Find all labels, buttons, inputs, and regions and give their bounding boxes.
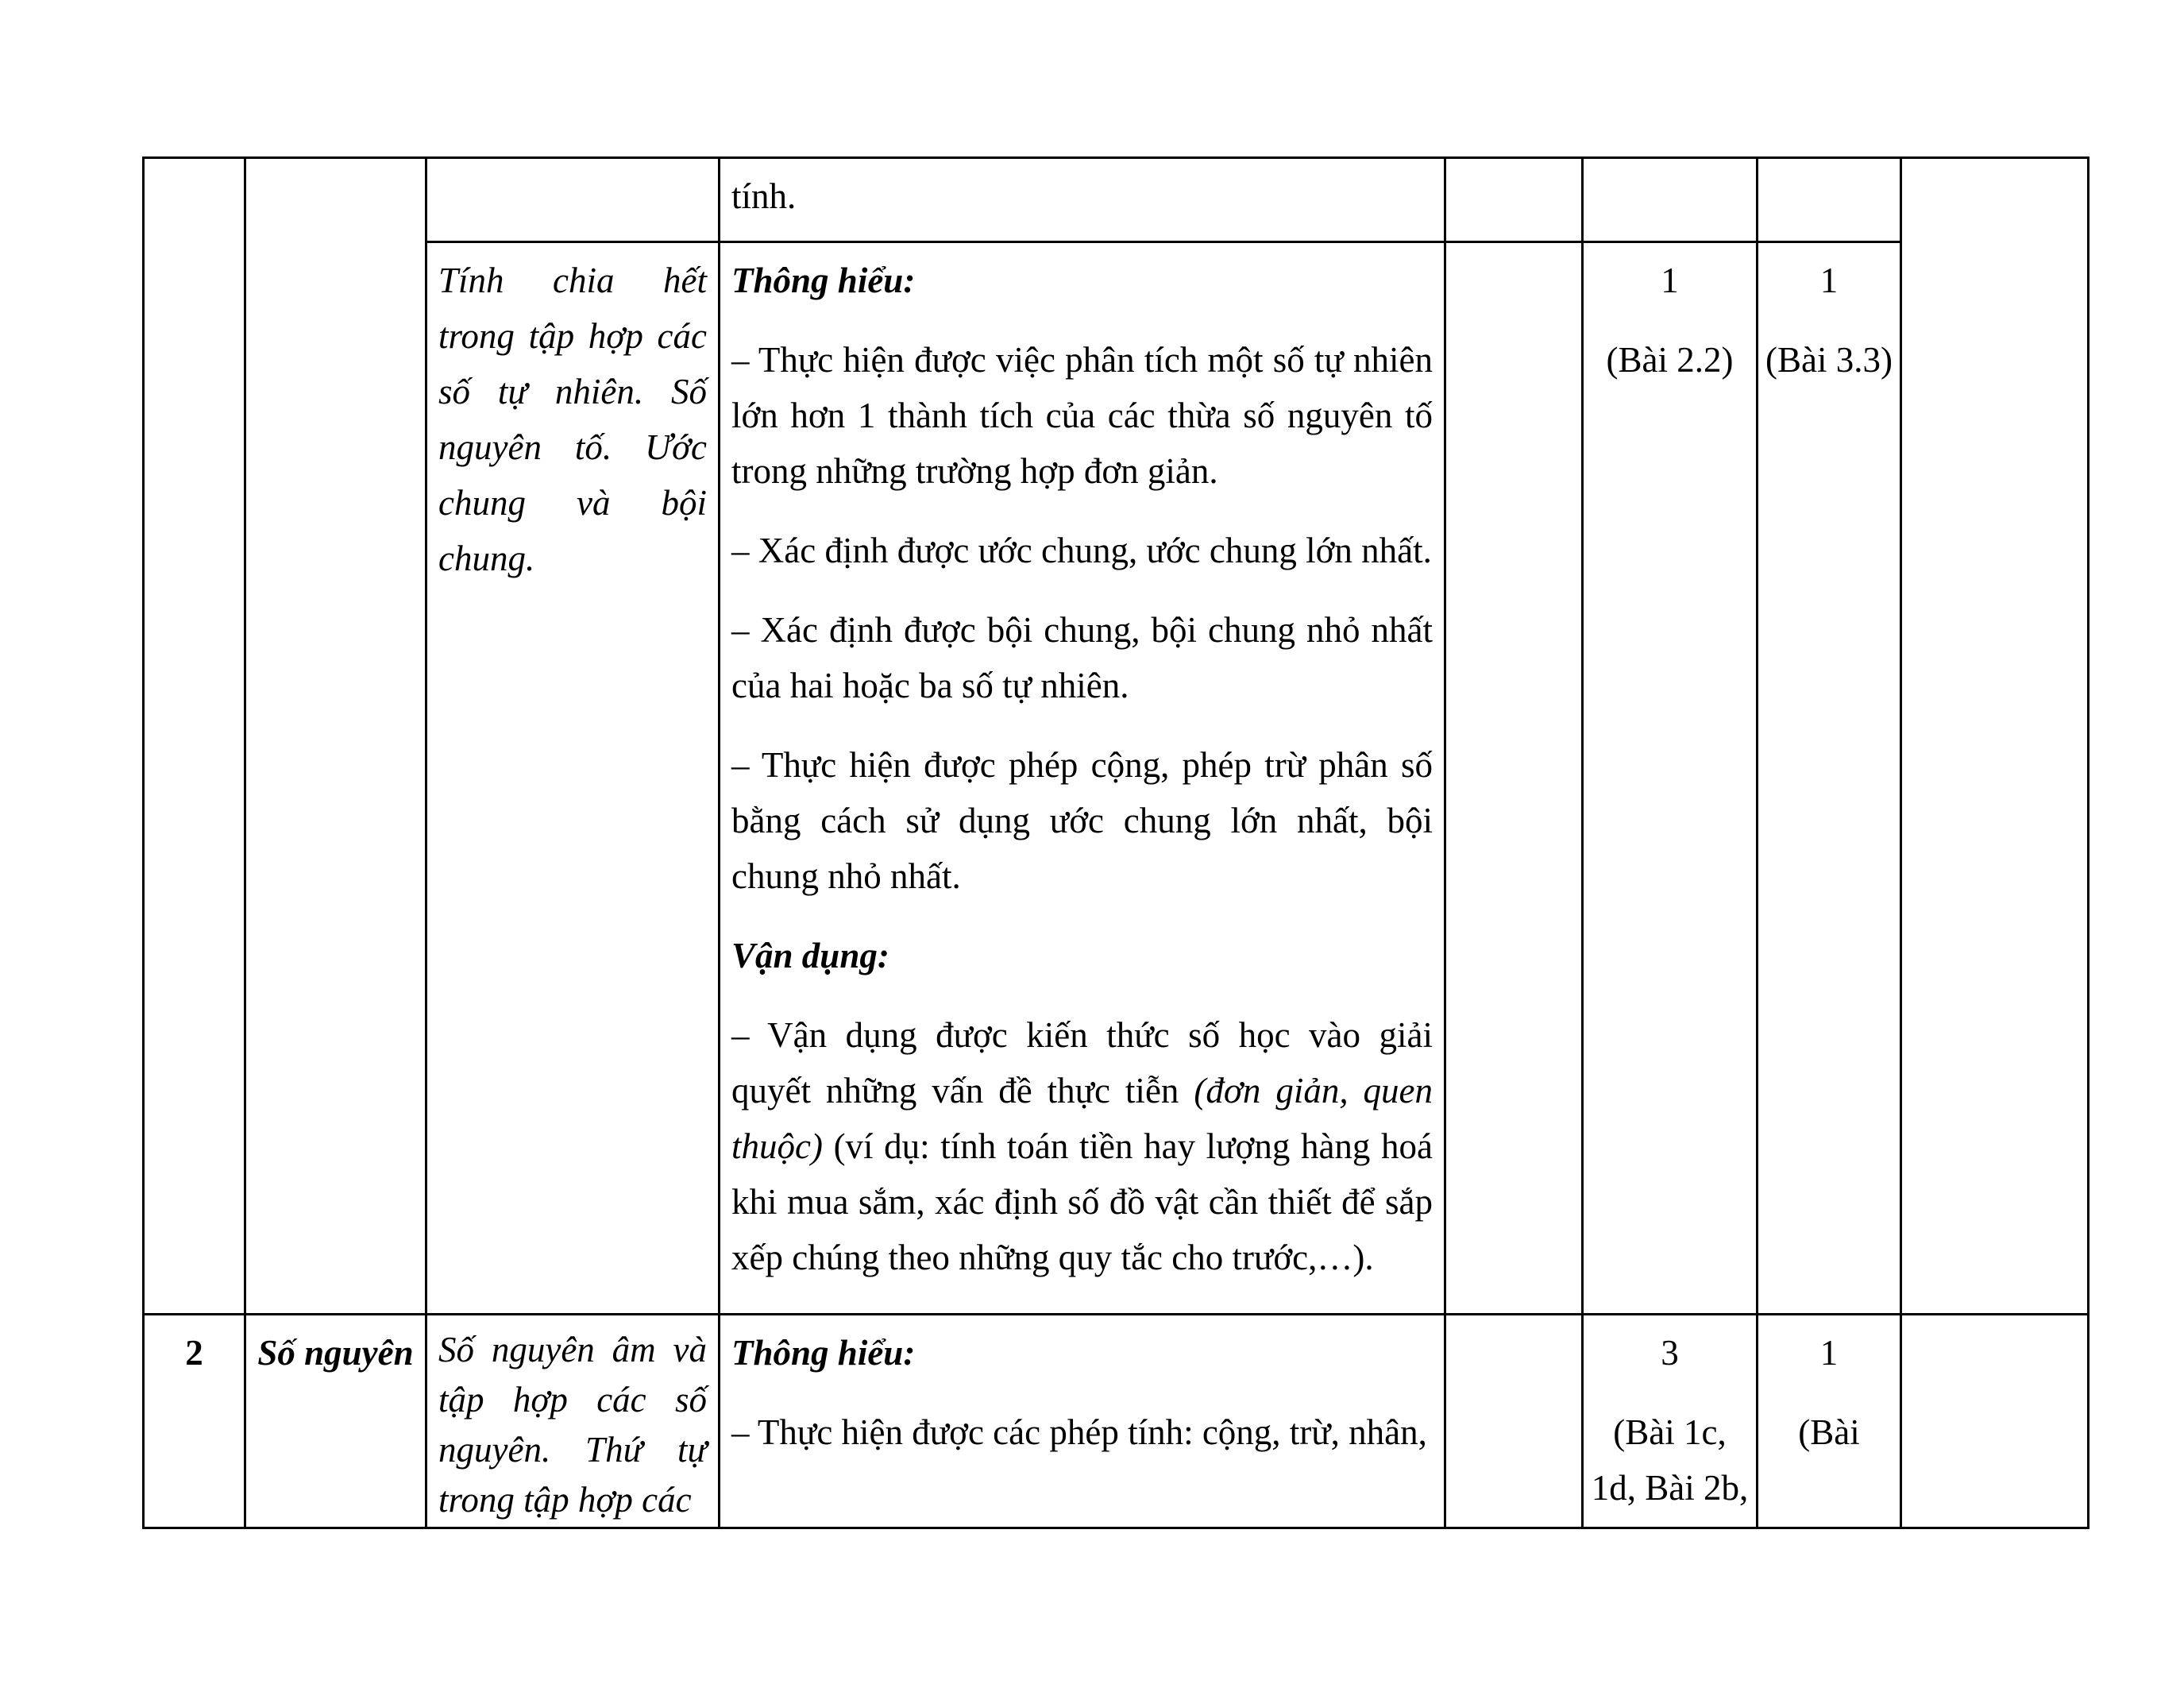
- cell-requirements-divisibility: [720, 243, 1444, 1313]
- cell-thong-hieu-integers: [1584, 1315, 1756, 1527]
- requirement-bullet: – Thực hiện được các phép tính: cộng, trừ, nhân,: [731, 1412, 1427, 1452]
- bullet-text-part: – Vận dụng được kiến thức số học vào giải quyết những vấn đề thực tiễn: [731, 1015, 1433, 1111]
- cell-topic-merged: [246, 159, 425, 1313]
- cell-content-divisibility: [427, 243, 718, 1313]
- level-heading-thong-hieu: Thông hiểu:: [731, 1333, 916, 1373]
- question-count: 3: [1661, 1333, 1679, 1373]
- requirement-fragment: tính.: [731, 176, 797, 216]
- cell-van-dung-integers: [1758, 1315, 1900, 1527]
- cell-requirements-rowA: [720, 159, 1444, 241]
- question-count: 1: [1819, 1333, 1839, 1373]
- bullet-text-italic-part: (đơn giản, quen thuộc): [731, 1071, 1433, 1166]
- requirement-bullet: – Thực hiện được việc phân tích một số tự nhiên lớn hơn 1 thành tích của các thừa số nguyên tố trong những trường hợp đơn giản.: [731, 340, 1433, 491]
- cell-requirements-integers: [720, 1315, 1444, 1527]
- content-text: Tính chia hết trong tập hợp các số tự nhiên. Số nguyên tố. Ước chung và bội chung.: [438, 261, 707, 578]
- cell-van-dung-rowA: [1758, 159, 1900, 241]
- cell-van-dung-divisibility: [1758, 243, 1900, 1313]
- row-index: 2: [185, 1333, 203, 1373]
- topic-text: Số nguyên: [257, 1333, 414, 1373]
- question-ref: (Bài 3.3): [1765, 340, 1893, 380]
- question-ref: (Bài 1c, 1d, Bài 2b,: [1591, 1412, 1749, 1508]
- requirement-bullet: – Xác định được bội chung, bội chung nhỏ nhất của hai hoặc ba số tự nhiên.: [731, 610, 1433, 705]
- level-heading-thong-hieu: Thông hiểu:: [731, 261, 916, 300]
- cell-topic-integers: [246, 1315, 425, 1527]
- question-count: 1: [1661, 261, 1679, 300]
- cell-nhan-biet-rowA: [1446, 159, 1581, 241]
- question-ref: (Bài 2.2): [1606, 340, 1734, 380]
- cell-content-integers: [427, 1315, 718, 1527]
- cell-thong-hieu-rowA: [1584, 159, 1756, 241]
- requirement-bullet: – Xác định được ước chung, ước chung lớn nhất.: [731, 531, 1432, 570]
- bullet-text-part: (ví dụ: tính toán tiền hay lượng hàng hoá khi mua sắm, xác định số đồ vật cần thiết để sắp xếp chúng theo những quy tắc cho trước,…).: [731, 1126, 1433, 1277]
- specification-matrix-table: [142, 156, 2089, 1529]
- cell-thong-hieu-divisibility: [1584, 243, 1756, 1313]
- cell-index-integers: [145, 1315, 244, 1527]
- requirement-bullet: [731, 1007, 1433, 1285]
- cell-index-merged: [145, 159, 244, 1313]
- cell-last-column-merged: [1902, 159, 2087, 1313]
- requirement-bullet: – Thực hiện được phép cộng, phép trừ phân số bằng cách sử dụng ước chung lớn nhất, bội chung nhỏ nhất.: [731, 745, 1433, 896]
- cell-content-rowA: [427, 159, 718, 241]
- content-text: Số nguyên âm và tập hợp các số nguyên. Thứ tự trong tập hợp các: [438, 1330, 707, 1520]
- cell-nhan-biet-integers: [1446, 1315, 1581, 1527]
- level-heading-van-dung: Vận dụng:: [731, 936, 889, 975]
- question-count: 1: [1819, 261, 1839, 300]
- cell-nhan-biet-divisibility: [1446, 243, 1581, 1313]
- cell-last-column-integers: [1902, 1315, 2087, 1527]
- question-ref: (Bài: [1798, 1412, 1860, 1452]
